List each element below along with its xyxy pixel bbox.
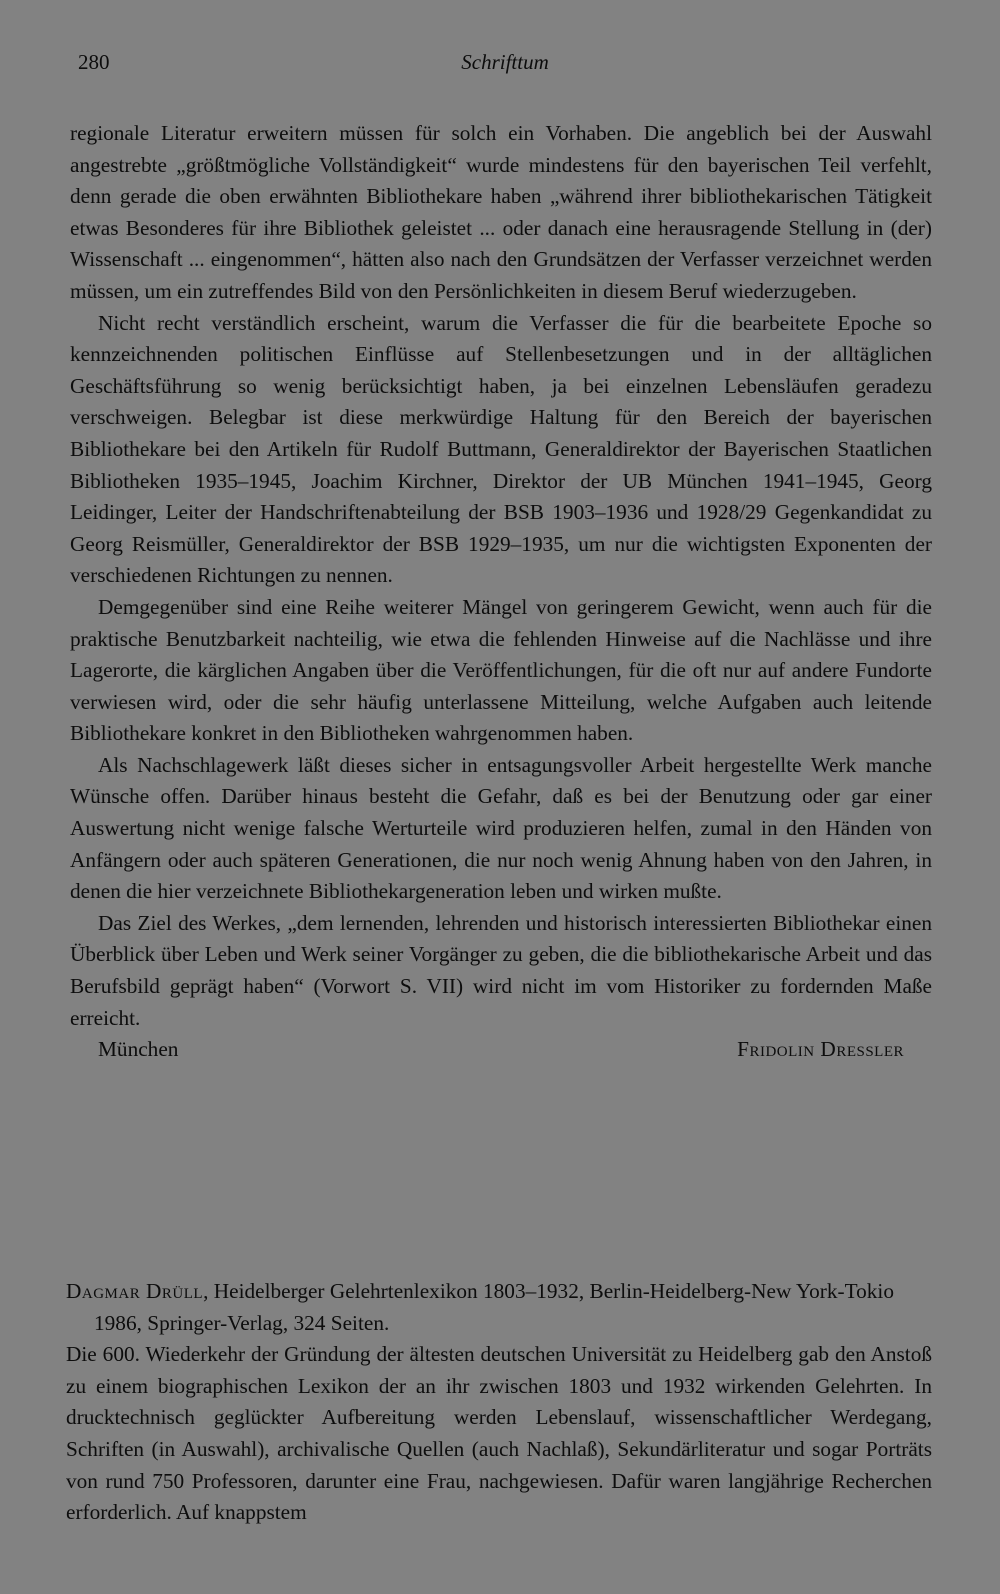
running-title: Schrifttum [461, 50, 549, 74]
bib-citation: , Heidelberger Gelehrtenlexikon 1803–1932, Berlin-Heidelberg-New York-Tokio 1986, Springer-Verlag, 324 Seiten. [94, 1279, 894, 1335]
running-head [78, 50, 932, 80]
paragraph: regionale Literatur erweitern müssen für solch ein Vorhaben. Die angeblich bei der Auswahl angestrebte „größtmögliche Vollständigkeit“ wurde mindestens für den bayerischen Teil verfehlt, denn gerade die oben erwähnten Bibliothekare haben „während ihrer bibliothekarischen Tätigkeit etwas Besonderes für ihre Bibliothek geleistet ... oder danach eine herausragende Stellung in (der) Wissenschaft ... eingenommen“, hätten also nach den Grundsätzen der Verfasser verzeichnet werden müssen, um ein zutreffendes Bild von den Persönlichkeiten in diesem Beruf wiederzugeben. [70, 121, 932, 303]
page-number: 280 [78, 50, 110, 74]
review-signature [70, 1034, 932, 1066]
review-dressler [70, 118, 932, 1066]
bibliographic-entry [66, 1276, 932, 1339]
paragraph: Die 600. Wiederkehr der Gründung der ältesten deutschen Universität zu Heidelberg gab den Anstoß zu einem biographischen Lexikon der an ihr zwischen 1803 und 1932 wirkenden Gelehrten. In drucktechnisch geglückter Aufbereitung werden Lebenslauf, wissenschaftlicher Werdegang, Schriften (in Auswahl), archivalische Quellen (auch Nachlaß), Sekundärliteratur und sogar Porträts von rund 750 Professoren, darunter eine Frau, nachgewiesen. Dafür waren langjährige Recherchen erforderlich. Auf knappstem [66, 1342, 932, 1525]
review-druell [66, 1276, 932, 1529]
bib-author: Dagmar Drüll [66, 1279, 204, 1303]
paragraph: Nicht recht verständlich erscheint, warum die Verfasser die für die bearbeitete Epoche so kennzeichnenden politischen Einflüsse auf Stellenbesetzungen und in der alltäglichen Geschäftsführung so wenig berücksichtigt haben, ja bei einzelnen Lebensläufen geradezu verschweigen. Belegbar ist diese merkwürdige Haltung für den Bereich der bayerischen Bibliothekare bei den Artikeln für Rudolf Buttmann, Generaldirektor der Bayerischen Staatlichen Bibliotheken 1935–1945, Joachim Kirchner, Direktor der UB München 1941–1945, Georg Leidinger, Leiter der Handschriftenabteilung der BSB 1903–1936 und 1928/29 Gegenkandidat zu Georg Reismüller, Generaldirektor der BSB 1929–1935, um nur die wichtigsten Exponenten der verschiedenen Richtungen zu nennen. [70, 310, 932, 588]
paragraph: Das Ziel des Werkes, „dem lernenden, lehrenden und historisch interessierten Bibliothekar einen Überblick über Leben und Werk seiner Vorgänger zu geben, die die bibliothekarische Arbeit und das Berufsbild geprägt haben“ (Vorwort S. VII) wird nicht im vom Historiker zu fordernden Maße erreicht. [70, 910, 932, 1030]
signature-author: Fridolin Dressler [737, 1037, 904, 1062]
paragraph: Demgegenüber sind eine Reihe weiterer Mängel von geringerem Gewicht, wenn auch für die praktische Benutzbarkeit nachteilig, wie etwa die fehlenden Hinweise auf die Nachlässe und ihre Lagerorte, die kärglichen Angaben über die Veröffentlichungen, für die oft nur auf andere Fundorte verwiesen wird, oder die sehr häufig unterlassene Mitteilung, welche Aufgaben auch leitende Bibliothekare konkret in den Bibliotheken wahrgenommen haben. [70, 594, 932, 746]
signature-city: München [98, 1037, 179, 1062]
paragraph: Als Nachschlagewerk läßt dieses sicher in entsagungsvoller Arbeit hergestellte Werk manche Wünsche offen. Darüber hinaus besteht die Gefahr, daß es bei der Benutzung oder gar einer Auswertung nicht wenige falsche Werturteile wird produzieren helfen, zumal in den Händen von Anfängern oder auch späteren Generationen, die nur noch wenig Ahnung haben von den Jahren, in denen die hier verzeichnete Bibliothekargeneration leben und wirken mußte. [70, 752, 932, 904]
